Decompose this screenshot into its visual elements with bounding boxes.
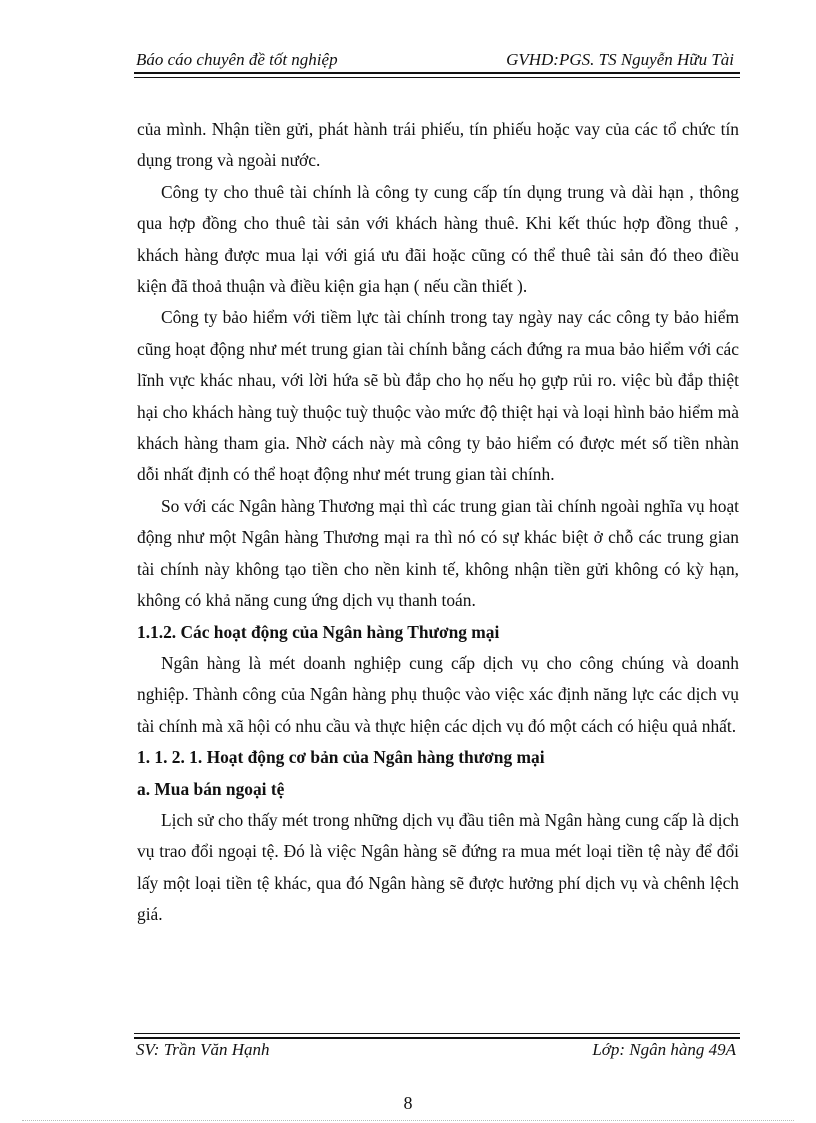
paragraph-continuation: của mình. Nhận tiền gửi, phát hành trái phiếu, tín phiếu hoặc vay của các tổ chức tín dụng trong và ngoài nước.	[137, 119, 739, 171]
footer-double-rule	[134, 1033, 740, 1039]
body-text	[137, 114, 739, 931]
header-supervisor: GVHD:PGS. TS Nguyễn Hữu Tài	[506, 50, 734, 69]
header-double-rule	[134, 72, 740, 78]
footer-class: Lớp: Ngân hàng 49A	[592, 1040, 736, 1059]
paragraph-foreign-exchange: Lịch sử cho thấy mét trong những dịch vụ đầu tiên mà Ngân hàng cung cấp là dịch vụ trao đổi ngoại tệ. Đó là việc Ngân hàng sẽ đứng ra mua mét loại tiền tệ này để đổi lấy một loại tiền tệ khác, qua đó Ngân hàng sẽ được hưởng phí dịch vụ và chênh lệch giá.	[137, 809, 739, 925]
page-header	[134, 48, 740, 72]
page-number: 8	[403, 1093, 413, 1113]
section-heading-1-1-2: 1.1.2. Các hoạt động của Ngân hàng Thương mại	[137, 621, 500, 642]
header-report-title: Báo cáo chuyên đề tốt nghiệp	[136, 50, 338, 69]
paragraph-bank-definition: Ngân hàng là mét doanh nghiệp cung cấp dịch vụ cho công chúng và doanh nghiệp. Thành công của Ngân hàng phụ thuộc vào việc xác định năng lực các dịch vụ tài chính mà xã hội có nhu cầu và thực hiện các dịch vụ đó một cách có hiệu quả nhất.	[137, 652, 739, 736]
section-heading-1-1-2-1: 1. 1. 2. 1. Hoạt động cơ bản của Ngân hàng thương mại	[137, 747, 545, 768]
page-bottom-edge	[22, 1120, 794, 1121]
page-footer	[134, 1040, 740, 1064]
footer-student-name: SV: Trần Văn Hạnh	[136, 1040, 270, 1059]
paragraph-insurance-company: Công ty bảo hiểm với tiềm lực tài chính trong tay ngày nay các công ty bảo hiểm cũng hoạt động như mét trung gian tài chính bằng cách đứng ra mua bảo hiểm với các lĩnh vực khác nhau, với lời hứa sẽ bù đắp cho họ nếu họ gựp rủi ro. việc bù đắp thiệt hại cho khách hàng tuỳ thuộc tuỳ thuộc vào mức độ thiệt hại và loại hình bảo hiểm mà khách hàng tham gia. Nhờ cách này mà công ty bảo hiểm có được mét số tiền nhàn dỗi nhất định có thể hoạt động như mét trung gian tài chính.	[137, 307, 739, 485]
paragraph-comparison: So với các Ngân hàng Thương mại thì các trung gian tài chính ngoài nghĩa vụ hoạt động như một Ngân hàng Thương mại ra thì nó có sự khác biệt ở chỗ các trung gian tài chính này không tạo tiền cho nền kinh tế, không nhận tiền gửi không có kỳ hạn, không có khả năng cung ứng dịch vụ thanh toán.	[137, 495, 739, 611]
subheading-foreign-exchange: a. Mua bán ngoại tệ	[137, 778, 285, 799]
paragraph-leasing-company: Công ty cho thuê tài chính là công ty cung cấp tín dụng trung và dài hạn , thông qua hợp đồng cho thuê tài sản với khách hàng thuê. Khi kết thúc hợp đồng thuê , khách hàng được mua lại với giá ưu đãi hoặc cũng có thể thuê tài sản đó theo điều kiện đã thoả thuận và điều kiện gia hạn ( nếu cần thiết ).	[137, 181, 739, 297]
